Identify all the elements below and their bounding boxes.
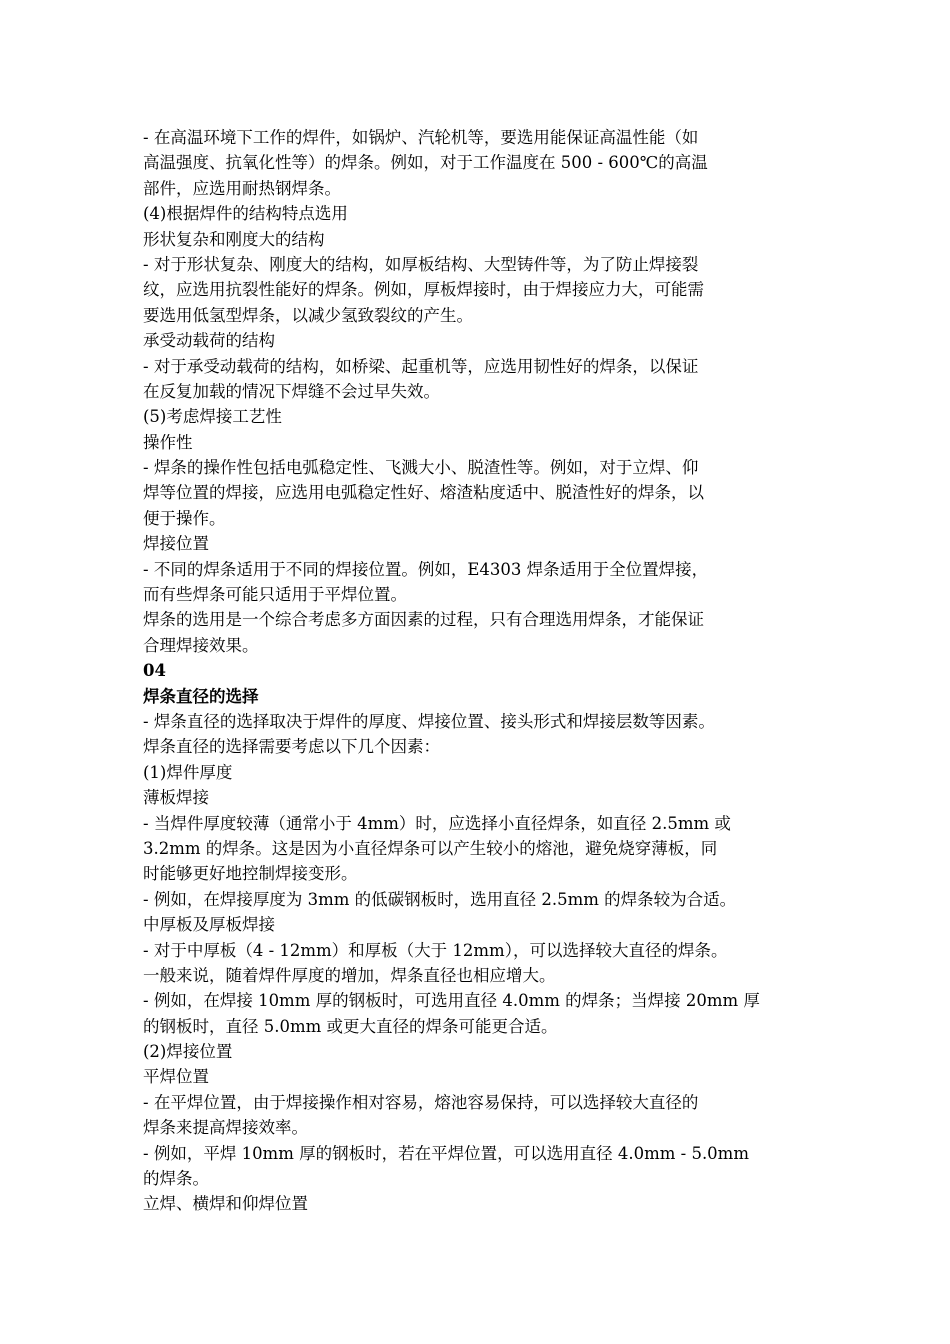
text-line: 便于操作。 [143, 508, 226, 528]
text-line: 纹，应选用抗裂性能好的焊条。例如，厚板焊接时，由于焊接应力大，可能需 [143, 280, 704, 300]
text-line: 时能够更好地控制焊接变形。 [143, 864, 358, 884]
text-line: 一般来说，随着焊件厚度的增加，焊条直径也相应增大。 [143, 965, 556, 985]
topic-heading: 立焊、横焊和仰焊位置 [143, 1194, 308, 1214]
subsection-heading: (1)焊件厚度 [143, 762, 233, 782]
text-line: - 例如，在焊接厚度为 3mm 的低碳钢板时，选用直径 2.5mm 的焊条较为合适。 [143, 889, 737, 909]
subsection-heading: (5)考虑焊接工艺性 [143, 407, 282, 427]
text-line: - 对于形状复杂、刚度大的结构，如厚板结构、大型铸件等，为了防止焊接裂 [143, 254, 699, 274]
text-line: 部件，应选用耐热钢焊条。 [143, 178, 341, 198]
text-line: 焊条来提高焊接效率。 [143, 1118, 308, 1138]
text-line: - 当焊件厚度较薄（通常小于 4mm）时，应选择小直径焊条，如直径 2.5mm 或 [143, 813, 731, 833]
text-line: 合理焊接效果。 [143, 635, 259, 655]
text-line: - 在平焊位置，由于焊接操作相对容易，熔池容易保持，可以选择较大直径的 [143, 1092, 699, 1112]
topic-heading: 焊接位置 [143, 534, 209, 554]
text-line: - 不同的焊条适用于不同的焊接位置。例如，E4303 焊条适用于全位置焊接， [143, 559, 709, 579]
topic-heading: 平焊位置 [143, 1067, 209, 1087]
topic-heading: 操作性 [143, 432, 193, 452]
text-line: 要选用低氢型焊条，以减少氢致裂纹的产生。 [143, 305, 473, 325]
subsection-heading: (2)焊接位置 [143, 1042, 233, 1062]
text-line: - 焊条直径的选择取决于焊件的厚度、焊接位置、接头形式和焊接层数等因素。 [143, 711, 715, 731]
text-line: - 焊条的操作性包括电弧稳定性、飞溅大小、脱渣性等。例如，对于立焊、仰 [143, 458, 699, 478]
text-line: - 对于承受动载荷的结构，如桥梁、起重机等，应选用韧性好的焊条，以保证 [143, 356, 699, 376]
topic-heading: 承受动载荷的结构 [143, 331, 275, 351]
section-number: 04 [143, 661, 166, 681]
text-line: 3.2mm 的焊条。这是因为小直径焊条可以产生较小的熔池，避免烧穿薄板，同 [143, 838, 718, 858]
text-line: - 对于中厚板（4 - 12mm）和厚板（大于 12mm），可以选择较大直径的焊条。 [143, 940, 728, 960]
text-line: 焊条的选用是一个综合考虑多方面因素的过程，只有合理选用焊条，才能保证 [143, 610, 704, 630]
text-line: 的焊条。 [143, 1169, 209, 1189]
document-page [143, 125, 813, 1217]
text-line: 而有些焊条可能只适用于平焊位置。 [143, 585, 407, 605]
section-title: 焊条直径的选择 [143, 686, 259, 706]
topic-heading: 中厚板及厚板焊接 [143, 915, 275, 935]
topic-heading: 薄板焊接 [143, 788, 209, 808]
subsection-heading: (4)根据焊件的结构特点选用 [143, 204, 348, 224]
text-line: - 例如，平焊 10mm 厚的钢板时，若在平焊位置，可以选用直径 4.0mm - 5.0mm [143, 1143, 749, 1163]
text-line: 高温强度、抗氧化性等）的焊条。例如，对于工作温度在 500 - 600℃的高温 [143, 153, 708, 173]
text-line: 在反复加载的情况下焊缝不会过早失效。 [143, 381, 440, 401]
text-line: 焊等位置的焊接，应选用电弧稳定性好、熔渣粘度适中、脱渣性好的焊条，以 [143, 483, 704, 503]
text-line: - 例如，在焊接 10mm 厚的钢板时，可选用直径 4.0mm 的焊条；当焊接 20mm 厚 [143, 991, 760, 1011]
text-line: - 在高温环境下工作的焊件，如锅炉、汽轮机等，要选用能保证高温性能（如 [143, 128, 699, 147]
topic-heading: 形状复杂和刚度大的结构 [143, 229, 325, 249]
text-line: 焊条直径的选择需要考虑以下几个因素： [143, 737, 440, 757]
text-line: 的钢板时，直径 5.0mm 或更大直径的焊条可能更合适。 [143, 1016, 558, 1036]
